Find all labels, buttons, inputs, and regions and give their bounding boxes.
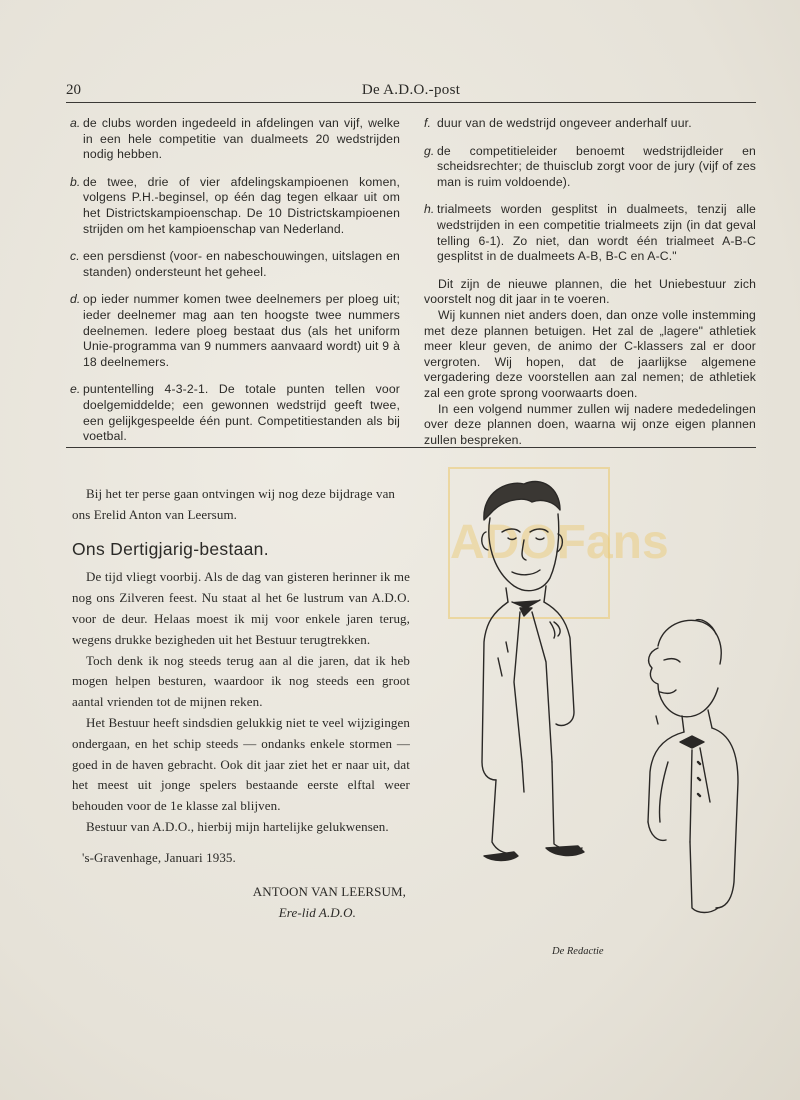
item-text: trialmeets worden gesplitst in dualmeets, tenzij alle wedstrijden in een competitie trialmeets zijn (in dat geval telling 6-1). Zo niet, dan wordt één trialmeet A-B-C gesplitst in de dualmeets A-B, B-C en A-C." [437,202,756,264]
item-marker: a. [70,116,81,130]
paragraph: De tijd vliegt voorbij. Als de dag van gisteren herinner ik me nog ons Zilveren feest. Nu staat al het 6e lustrum van A.D.O. voor de deur. Helaas moest ik mij voor enkele jaren terug, wegens drukke bezigheden uit het Bestuur terugtrekken. [72,569,410,647]
paragraph: In een volgend nummer zullen wij nadere mededelingen over deze plannen doen, waarna wij onze eigen plannen zullen bespreken. [424,401,756,447]
list-item [70,249,400,280]
item-text: puntentelling 4-3-2-1. De totale punten tellen voor doelgemiddelde; een gewonnen wedstrijd geeft twee, een gelijkgespeelde één punt. Competitiestanden als bij voetbal. [83,382,400,444]
letter-article [72,484,410,926]
item-text: de clubs worden ingedeeld in afdelingen van vijf, welke in een hele competitie van dualmeets 20 wedstrijden nodig hebben. [83,116,400,162]
list-item [424,116,756,132]
paragraph: Wij kunnen niet anders doen, dan onze volle instemming met deze plannen betuigen. Het zal de „lagere" athletiek meer kleur geven, de animo der C-klassers zal er door vergroten. Wij hopen, dat de jaarlijkse algemene vergadering deze voorstellen aan zal nemen; de athletiek zal een grote sprong voorwaarts doen. [424,307,756,400]
item-marker: e. [70,382,81,397]
signature-name: ANTOON VAN LEERSUM, [252,883,406,899]
illustration-credit: De Redactie [552,946,604,957]
item-marker: b. [70,174,81,189]
right-column [424,116,756,448]
place-date: 's-Gravenhage, Januari 1935. [82,849,236,865]
item-marker: c. [70,249,80,264]
paragraph: Het Bestuur heeft sindsdien gelukkig niet te veel wijzigingen ondergaan, en het schip steeds — ondanks enkele stormen — goed in de haven gebracht. Ook dit jaar ziet het er naar uit, dat het meest uit jonge spelers bestaande eerste elftal weer behouden voor de 1e klasse zal blijven. [72,714,410,814]
item-text: de twee, drie of vier afdelingskampioenen komen, volgens P.H.-beginsel, op één dag tegen elkaar uit om het Districtskampioenschap. De 10 Districtskampioenen strijden om het kampioenschap van Nederland. [83,174,400,236]
paragraph: Bestuur van A.D.O., hierbij mijn hartelijke gelukwensen. [86,818,389,834]
section-divider [66,447,756,448]
page-number: 20 [66,82,81,98]
left-column [70,116,400,457]
caricature-older-man [648,620,738,913]
list-item [424,144,756,191]
paragraph: Toch denk ik nog steeds terug aan al die jaren, dat ik heb mogen helpen besturen, waardoor ik nog steeds een groot aantal vrienden tot de mijnen reken. [72,652,410,710]
page-header [66,80,756,103]
paragraph: Dit zijn de nieuwe plannen, die het Uniebestuur zich voorstelt nog dit jaar in te voeren. [424,276,756,307]
editor-intro: Bij het ter perse gaan ontvingen wij nog deze bijdrage van ons Erelid Anton van Leersum. [72,486,396,522]
list-item [70,382,400,444]
signature-block [72,882,410,926]
item-text: duur van de wedstrijd ongeveer anderhalf uur. [437,116,692,130]
item-marker: f. [424,116,432,130]
list-item [70,116,400,163]
item-marker: d. [70,292,81,307]
list-item [70,175,400,237]
item-marker: h. [424,202,435,217]
item-text: de competitieleider benoemt wedstrijdleider en scheidsrechter; de thuisclub zorgt voor de jury (vijf of zes man is ruim voldoende). [437,143,756,189]
item-marker: g. [424,143,435,158]
signature-title: Ere-lid A.D.O. [278,904,356,920]
caricature-young-man [482,482,584,861]
list-item [70,292,400,370]
item-text: op ieder nummer komen twee deelnemers per ploeg uit; ieder deelnemer mag aan ten hoogste twee nummers deelnemen. Iedere ploeg bestaat dus (als het uniform Unie-programma van 9 nummers aanvaard wordt) uit 9 à 18 deelnemers. [83,292,400,369]
list-item [424,202,756,264]
publication-title: De A.D.O.-post [361,82,461,98]
article-heading: Ons Dertigjarig-bestaan. [72,538,269,559]
watermark: ADOFans [448,467,610,619]
item-text: een persdienst (voor- en nabeschouwingen, uitslagen en standen) ondersteunt het geheel. [83,249,400,279]
caricature-illustration [462,462,752,932]
